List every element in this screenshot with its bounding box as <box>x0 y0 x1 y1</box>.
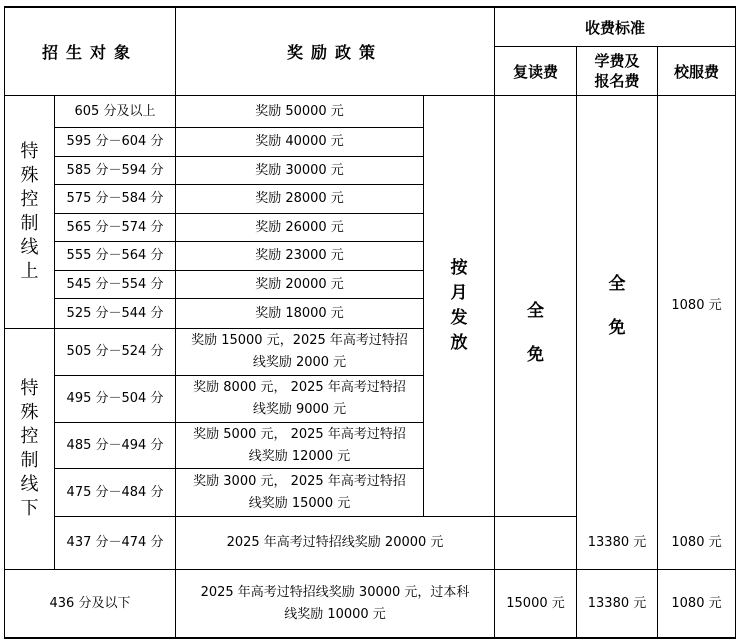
reward-line: 奖励 5000 元， 2025 年高考过特招 <box>193 426 406 442</box>
score-range: 605 分及以上 <box>74 103 156 119</box>
uniform-fee-value: 1080 元 <box>671 535 722 550</box>
repeat-fee-value: 15000 元 <box>506 595 565 611</box>
header-uniform-fee: 校服费 <box>673 62 719 81</box>
group-char: 线 <box>20 474 39 495</box>
group-char: 特 <box>20 141 39 162</box>
reward-line: 线奖励 10000 元 <box>284 606 386 622</box>
score-range: 585 分－594 分 <box>66 162 164 178</box>
reward-cell: 奖励 50000 元 <box>255 103 344 119</box>
free-char: 免 <box>608 318 626 338</box>
header-tuition-fee <box>577 47 657 95</box>
group-char: 控 <box>20 426 39 447</box>
group-label-above <box>5 96 54 328</box>
uniform-fee-value: 1080 元 <box>671 595 722 611</box>
score-range: 525 分－544 分 <box>66 305 164 321</box>
free-char: 全 <box>527 300 544 321</box>
score-range: 575 分－584 分 <box>66 191 164 206</box>
monthly-char: 按 <box>450 258 468 278</box>
uniform-fee-value: 1080 元 <box>671 298 722 313</box>
group-char: 特 <box>20 378 39 399</box>
reward-line: 2025 年高考过特招线奖励 30000 元，过本科 <box>200 584 470 600</box>
header-tuition-line2: 报名费 <box>594 72 640 90</box>
group-char: 下 <box>20 498 39 519</box>
reward-cell: 奖励 26000 元 <box>255 219 344 235</box>
header-repeat-fee: 复读费 <box>512 62 558 81</box>
reward-cell: 奖励 28000 元 <box>255 191 344 206</box>
reward-cell <box>176 469 423 516</box>
group-char: 制 <box>20 213 39 234</box>
reward-cell: 奖励 20000 元 <box>255 276 344 292</box>
reward-line: 奖励 8000 元， 2025 年高考过特招 <box>193 380 406 395</box>
border-right <box>735 6 736 639</box>
score-range: 505 分－524 分 <box>66 344 164 359</box>
header-target: 招生对象 <box>41 43 138 62</box>
reward-cell: 奖励 18000 元 <box>255 305 344 321</box>
score-range: 475 分－484 分 <box>66 484 164 500</box>
repeat-free-cell <box>495 96 576 569</box>
border-bottom <box>4 637 736 639</box>
reward-cell <box>176 570 494 637</box>
tuition-fee-value: 13380 元 <box>587 535 647 550</box>
group-label-below <box>5 329 54 569</box>
score-range: 565 分－574 分 <box>66 219 164 235</box>
header-tuition-line1: 学费及 <box>594 52 640 70</box>
reward-line: 线奖励 9000 元 <box>252 402 347 417</box>
reward-line: 线奖励 15000 元 <box>248 495 351 511</box>
score-range: 545 分－554 分 <box>66 276 164 292</box>
score-range: 485 分－494 分 <box>66 437 164 453</box>
free-char: 免 <box>527 344 544 365</box>
group-char: 殊 <box>20 402 39 423</box>
score-range: 555 分－564 分 <box>66 248 164 263</box>
reward-cell <box>176 376 423 422</box>
group-char: 制 <box>20 450 39 471</box>
score-range: 495 分－504 分 <box>66 391 164 406</box>
score-range: 437 分－474 分 <box>66 535 164 550</box>
score-range: 595 分－604 分 <box>66 134 164 149</box>
monthly-char: 月 <box>450 283 468 303</box>
reward-cell <box>176 423 423 468</box>
reward-line: 奖励 15000 元，2025 年高考过特招 <box>191 333 408 348</box>
reward-cell: 奖励 30000 元 <box>255 162 344 178</box>
header-fee-standard: 收费标准 <box>584 18 645 37</box>
monthly-payout-cell <box>424 96 494 516</box>
score-range: 436 分及以下 <box>49 595 131 611</box>
group-char: 控 <box>20 189 39 210</box>
header-policy: 奖励政策 <box>286 43 383 62</box>
reward-cell: 奖励 40000 元 <box>255 134 344 149</box>
reward-line: 奖励 3000 元， 2025 年高考过特招 <box>193 473 406 489</box>
tuition-free-cell <box>577 96 657 516</box>
monthly-char: 发 <box>450 308 468 328</box>
group-char: 线 <box>20 237 39 258</box>
monthly-char: 放 <box>450 333 468 353</box>
reward-cell <box>176 329 423 375</box>
group-char: 上 <box>20 261 39 282</box>
reward-line: 线奖励 2000 元 <box>252 355 347 370</box>
reward-line: 线奖励 12000 元 <box>248 448 351 464</box>
free-char: 全 <box>608 274 626 294</box>
tuition-fee-value: 13380 元 <box>587 595 647 611</box>
reward-cell: 奖励 23000 元 <box>255 248 344 263</box>
reward-cell: 2025 年高考过特招线奖励 20000 元 <box>226 535 444 550</box>
group-char: 殊 <box>20 165 39 186</box>
